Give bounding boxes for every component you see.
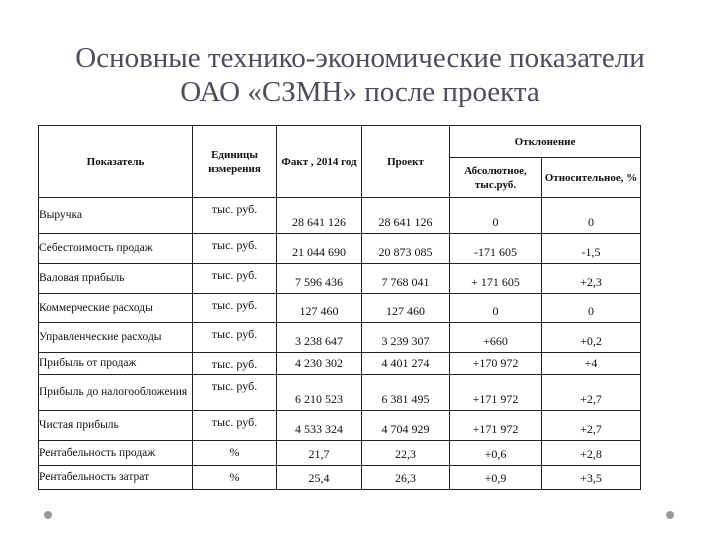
- header-project: Проект: [362, 126, 450, 198]
- cell-project: 127 460: [362, 294, 450, 323]
- cell-project: 4 401 274: [362, 353, 450, 375]
- cell-fact: 7 596 436: [277, 264, 362, 294]
- cell-fact: 6 210 523: [277, 375, 362, 411]
- cell-absolute: +171 972: [450, 375, 542, 411]
- cell-units: %: [193, 466, 277, 490]
- cell-project: 6 381 495: [362, 375, 450, 411]
- table-row: [39, 323, 641, 353]
- cell-units: тыс. руб.: [193, 198, 277, 234]
- cell-relative: +2,8: [542, 441, 641, 466]
- cell-units: %: [193, 441, 277, 466]
- cell-project: 3 239 307: [362, 323, 450, 353]
- cell-fact: 127 460: [277, 294, 362, 323]
- cell-indicator: Себестоимость продаж: [39, 234, 193, 264]
- table-row: [39, 466, 641, 490]
- header-deviation: Отклонение: [450, 126, 641, 158]
- cell-project: 26,3: [362, 466, 450, 490]
- cell-indicator: Коммерческие расходы: [39, 294, 193, 323]
- cell-project: 7 768 041: [362, 264, 450, 294]
- table-row: [39, 353, 641, 375]
- cell-relative: +2,7: [542, 375, 641, 411]
- cell-absolute: -171 605: [450, 234, 542, 264]
- cell-absolute: +660: [450, 323, 542, 353]
- cell-project: 28 641 126: [362, 198, 450, 234]
- cell-indicator: Рентабельность затрат: [39, 466, 193, 490]
- slide-title-line-1: Основные технико-экономические показатели: [75, 42, 645, 74]
- header-relative: Относительное, %: [542, 158, 641, 198]
- cell-relative: 0: [542, 198, 641, 234]
- cell-project: 4 704 929: [362, 411, 450, 441]
- table-row: [39, 441, 641, 466]
- slide-title-line-2: ОАО «СЗМН» после проекта: [180, 76, 540, 108]
- cell-units: тыс. руб.: [193, 353, 277, 375]
- cell-units: тыс. руб.: [193, 375, 277, 411]
- decorative-bullet-right: [666, 511, 674, 519]
- cell-absolute: +170 972: [450, 353, 542, 375]
- cell-fact: 4 533 324: [277, 411, 362, 441]
- cell-indicator: Выручка: [39, 198, 193, 234]
- cell-fact: 4 230 302: [277, 353, 362, 375]
- table-body: [39, 198, 641, 490]
- cell-indicator: Чистая прибыль: [39, 411, 193, 441]
- cell-relative: +0,2: [542, 323, 641, 353]
- table-row: [39, 198, 641, 234]
- cell-indicator: Прибыль до налогообложения: [39, 375, 193, 411]
- table-row: [39, 264, 641, 294]
- cell-absolute: + 171 605: [450, 264, 542, 294]
- cell-units: тыс. руб.: [193, 323, 277, 353]
- cell-project: 20 873 085: [362, 234, 450, 264]
- cell-project: 22,3: [362, 441, 450, 466]
- cell-relative: +4: [542, 353, 641, 375]
- cell-absolute: 0: [450, 198, 542, 234]
- cell-relative: +3,5: [542, 466, 641, 490]
- cell-fact: 21,7: [277, 441, 362, 466]
- cell-indicator: Управленческие расходы: [39, 323, 193, 353]
- cell-relative: +2,3: [542, 264, 641, 294]
- cell-units: тыс. руб.: [193, 234, 277, 264]
- header-indicator: Показатель: [39, 126, 193, 198]
- cell-relative: 0: [542, 294, 641, 323]
- table-row: [39, 234, 641, 264]
- decorative-bullet-left: [44, 511, 52, 519]
- cell-units: тыс. руб.: [193, 294, 277, 323]
- cell-absolute: +0,9: [450, 466, 542, 490]
- cell-relative: +2,7: [542, 411, 641, 441]
- cell-absolute: 0: [450, 294, 542, 323]
- cell-indicator: Прибыль от продаж: [39, 353, 193, 375]
- cell-units: тыс. руб.: [193, 411, 277, 441]
- cell-absolute: +0,6: [450, 441, 542, 466]
- cell-fact: 21 044 690: [277, 234, 362, 264]
- table-row: [39, 375, 641, 411]
- header-fact: Факт , 2014 год: [277, 126, 362, 198]
- indicators-table: [38, 125, 641, 490]
- cell-indicator: Рентабельность продаж: [39, 441, 193, 466]
- cell-units: тыс. руб.: [193, 264, 277, 294]
- cell-indicator: Валовая прибыль: [39, 264, 193, 294]
- table-row: [39, 411, 641, 441]
- header-units: Единицы измерения: [193, 126, 277, 198]
- cell-absolute: +171 972: [450, 411, 542, 441]
- cell-relative: -1,5: [542, 234, 641, 264]
- cell-fact: 25,4: [277, 466, 362, 490]
- header-absolute: Абсолютное, тыс.руб.: [450, 158, 542, 198]
- table-row: [39, 294, 641, 323]
- cell-fact: 28 641 126: [277, 198, 362, 234]
- cell-fact: 3 238 647: [277, 323, 362, 353]
